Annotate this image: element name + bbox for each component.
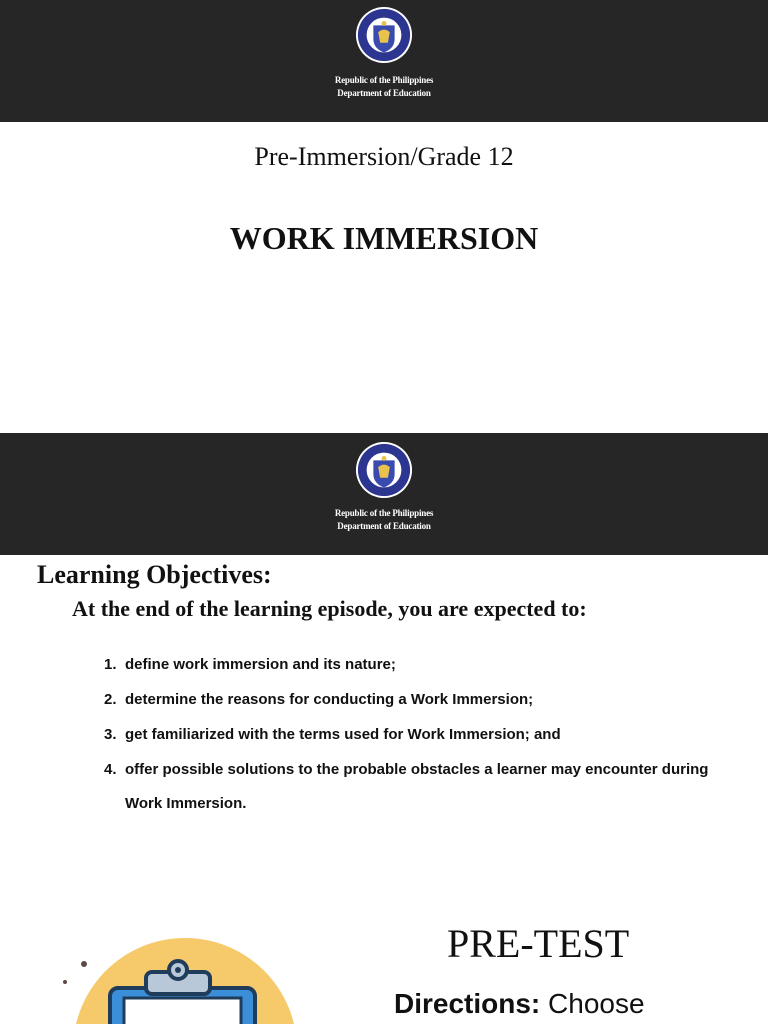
banner-department: Department of Education (337, 88, 431, 98)
objectives-intro: At the end of the learning episode, you are expected to: (72, 596, 587, 621)
objectives-list (104, 656, 745, 821)
list-item (104, 726, 745, 743)
header-banner-2 (0, 433, 768, 555)
list-item-text: offer possible solutions to the probable obstacles a learner may encounter during Work Immersion. (125, 761, 709, 812)
list-item-text: get familiarized with the terms used for Work Immersion; and (125, 726, 561, 743)
banner-country: Republic of the Philippines (334, 75, 434, 85)
directions-label: Directions: (394, 988, 541, 1019)
list-item-number: 2. (104, 691, 117, 708)
list-item-number: 1. (104, 656, 117, 673)
list-item-text: define work immersion and its nature; (125, 656, 396, 673)
directions-text (394, 988, 645, 1020)
banner-department: Department of Education (337, 521, 431, 531)
list-item-text: determine the reasons for conducting a Work Immersion; (125, 691, 534, 708)
clipboard-icon (0, 930, 340, 1024)
deped-seal-icon (355, 6, 413, 64)
list-item (104, 753, 745, 821)
list-item (104, 656, 745, 673)
objectives-heading: Learning Objectives: (37, 560, 272, 589)
slide-title: WORK IMMERSION (229, 220, 539, 256)
pretest-title: PRE-TEST (447, 921, 630, 966)
deped-seal-icon (355, 441, 413, 499)
directions-body: Choose (548, 988, 645, 1019)
list-item-number: 4. (104, 761, 117, 778)
banner-country: Republic of the Philippines (334, 508, 434, 518)
list-item-number: 3. (104, 726, 117, 743)
slide-subtitle: Pre-Immersion/Grade 12 (254, 142, 514, 171)
header-banner-1 (0, 0, 768, 122)
list-item (104, 691, 745, 708)
